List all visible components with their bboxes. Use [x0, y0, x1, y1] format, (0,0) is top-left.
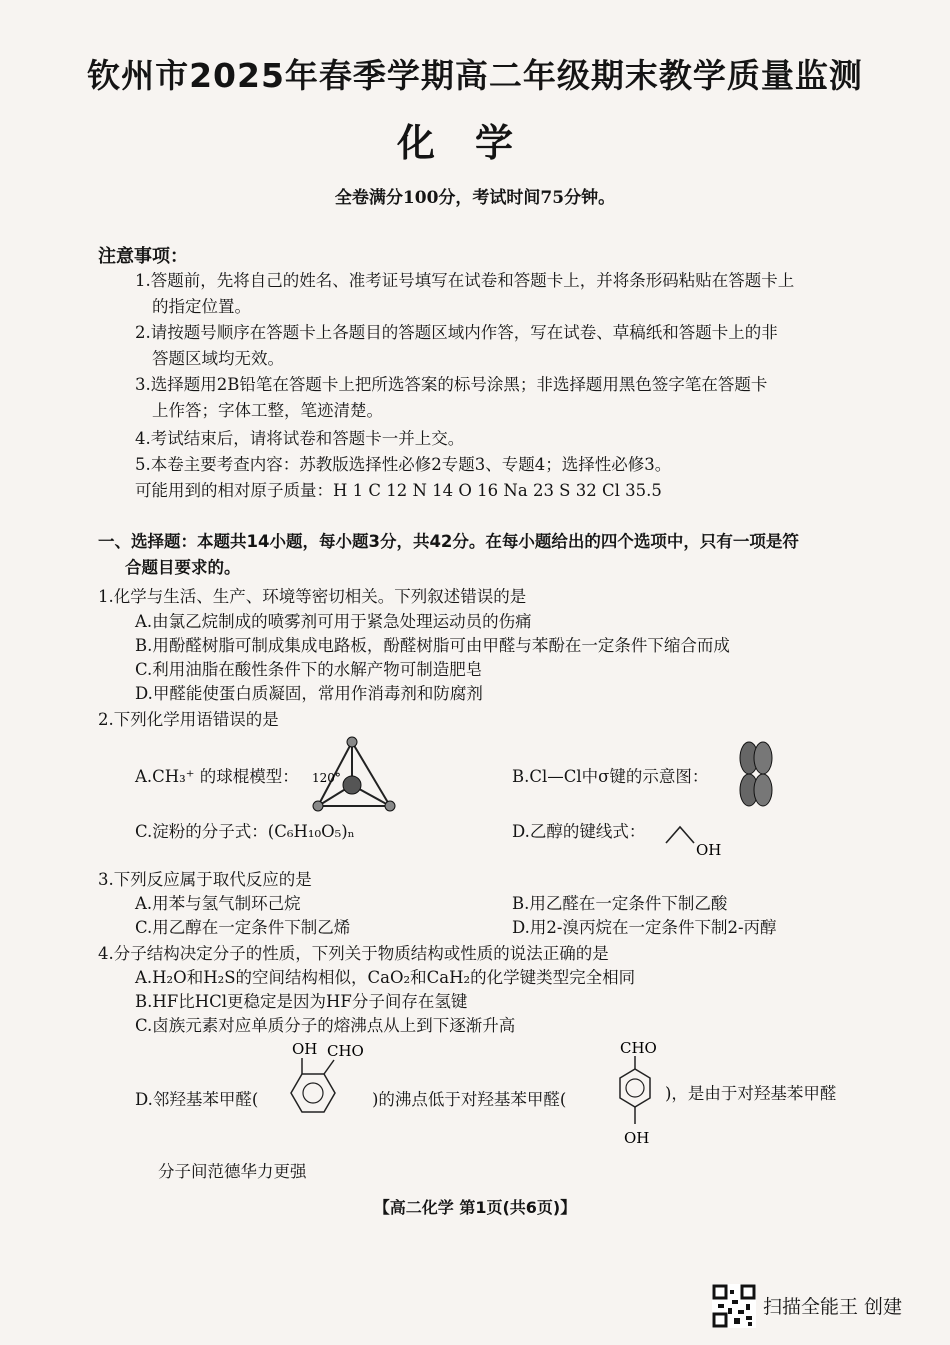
q1-option-b: B.用酚醛树脂可制成集成电路板，酚醛树脂可由甲醛与苯酚在一定条件下缩合而成 [135, 636, 730, 655]
q4-option-a: A.H₂O和H₂S的空间结构相似，CaO₂和CaH₂的化学键类型完全相同 [135, 968, 636, 987]
bond-angle-label: 120° [312, 771, 341, 785]
section-heading: 一、选择题：本题共14小题，每小题3分，共42分。在每小题给出的四个选项中，只有一项是符 [98, 532, 799, 551]
note-line: 3.选择题用2B铅笔在答题卡上把所选答案的标号涂黑；非选择题用黑色签字笔在答题卡 [135, 375, 768, 394]
atomic-mass-line: 可能用到的相对原子质量：H 1 C 12 N 14 O 16 Na 23 S 32 Cl 35.5 [135, 481, 662, 500]
scanner-watermark: 扫描全能王 创建 [763, 1296, 903, 1318]
q4-option-d-part3: )，是由于对羟基苯甲醛 [665, 1084, 837, 1103]
q1-stem: 1.化学与生活、生产、环境等密切相关。下列叙述错误的是 [98, 587, 527, 606]
exam-title: 钦州市2025年春季学期高二年级期末教学质量监测 [87, 56, 863, 95]
hydroxyl-label: OH [696, 841, 722, 859]
q2-option-b: B.Cl—Cl中σ键的示意图： [512, 767, 709, 786]
q4-option-b: B.HF比HCl更稳定是因为HF分子间存在氢键 [135, 992, 468, 1011]
q3-option-d: D.用2-溴丙烷在一定条件下制2-丙醇 [512, 918, 777, 937]
qr-code-icon [712, 1284, 756, 1328]
q4-option-d-part2: )的沸点低于对羟基苯甲醛( [372, 1090, 567, 1109]
ethanol-skeletal-formula [660, 815, 730, 860]
p-hydroxybenzaldehyde-structure [600, 1036, 670, 1156]
note-line: 2.请按题号顺序在答题卡上各题目的答题区域内作答，写在试卷、草稿纸和答题卡上的非 [135, 323, 778, 342]
ch3-ball-stick-model [300, 730, 410, 815]
notes-heading: 注意事项： [98, 246, 188, 267]
exam-info: 全卷满分100分，考试时间75分钟。 [334, 188, 616, 208]
sigma-bond-icon [732, 738, 780, 810]
q2-stem: 2.下列化学用语错误的是 [98, 710, 279, 729]
q3-option-c: C.用乙醇在一定条件下制乙烯 [135, 918, 351, 937]
note-line: 5.本卷主要考查内容：苏教版选择性必修2专题3、专题4；选择性必修3。 [135, 455, 672, 474]
page-footer: 【高二化学 第1页(共6页)】 [373, 1198, 577, 1217]
q4-stem: 4.分子结构决定分子的性质，下列关于物质结构或性质的说法正确的是 [98, 944, 609, 963]
q4-option-c: C.卤族元素对应单质分子的熔沸点从上到下逐渐升高 [135, 1016, 516, 1035]
q4-option-d-part1: D.邻羟基苯甲醛( [135, 1090, 259, 1109]
aldehyde-label: CHO [327, 1042, 364, 1060]
q1-option-a: A.由氯乙烷制成的喷雾剂可用于紧急处理运动员的伤痛 [135, 612, 532, 631]
q2-option-a: A.CH₃⁺ 的球棍模型： [135, 767, 299, 786]
subject-title: 化学 [396, 121, 553, 165]
q4-option-d-part4: 分子间范德华力更强 [158, 1162, 307, 1181]
q3-option-a: A.用苯与氢气制环己烷 [135, 894, 301, 913]
hydroxyl-label: OH [292, 1040, 318, 1058]
note-line: 答题区域均无效。 [152, 349, 284, 368]
q3-option-b: B.用乙醛在一定条件下制乙酸 [512, 894, 728, 913]
note-line: 的指定位置。 [152, 297, 251, 316]
q2-option-c: C.淀粉的分子式：(C₆H₁₀O₅)ₙ [135, 822, 355, 841]
note-line: 4.考试结束后，请将试卷和答题卡一并上交。 [135, 429, 465, 448]
note-line: 上作答；字体工整，笔迹清楚。 [152, 401, 383, 420]
q1-option-d: D.甲醛能使蛋白质凝固，常用作消毒剂和防腐剂 [135, 684, 483, 703]
q1-option-c: C.利用油脂在酸性条件下的水解产物可制造肥皂 [135, 660, 483, 679]
q3-stem: 3.下列反应属于取代反应的是 [98, 870, 312, 889]
aldehyde-label: CHO [620, 1039, 657, 1057]
section-heading-cont: 合题目要求的。 [125, 558, 241, 577]
o-hydroxybenzaldehyde-structure [272, 1038, 372, 1128]
note-line: 1.答题前，先将自己的姓名、准考证号填写在试卷和答题卡上，并将条形码粘贴在答题卡上 [135, 271, 795, 290]
hydroxyl-label: OH [624, 1129, 650, 1147]
q2-option-d: D.乙醇的键线式： [512, 822, 646, 841]
